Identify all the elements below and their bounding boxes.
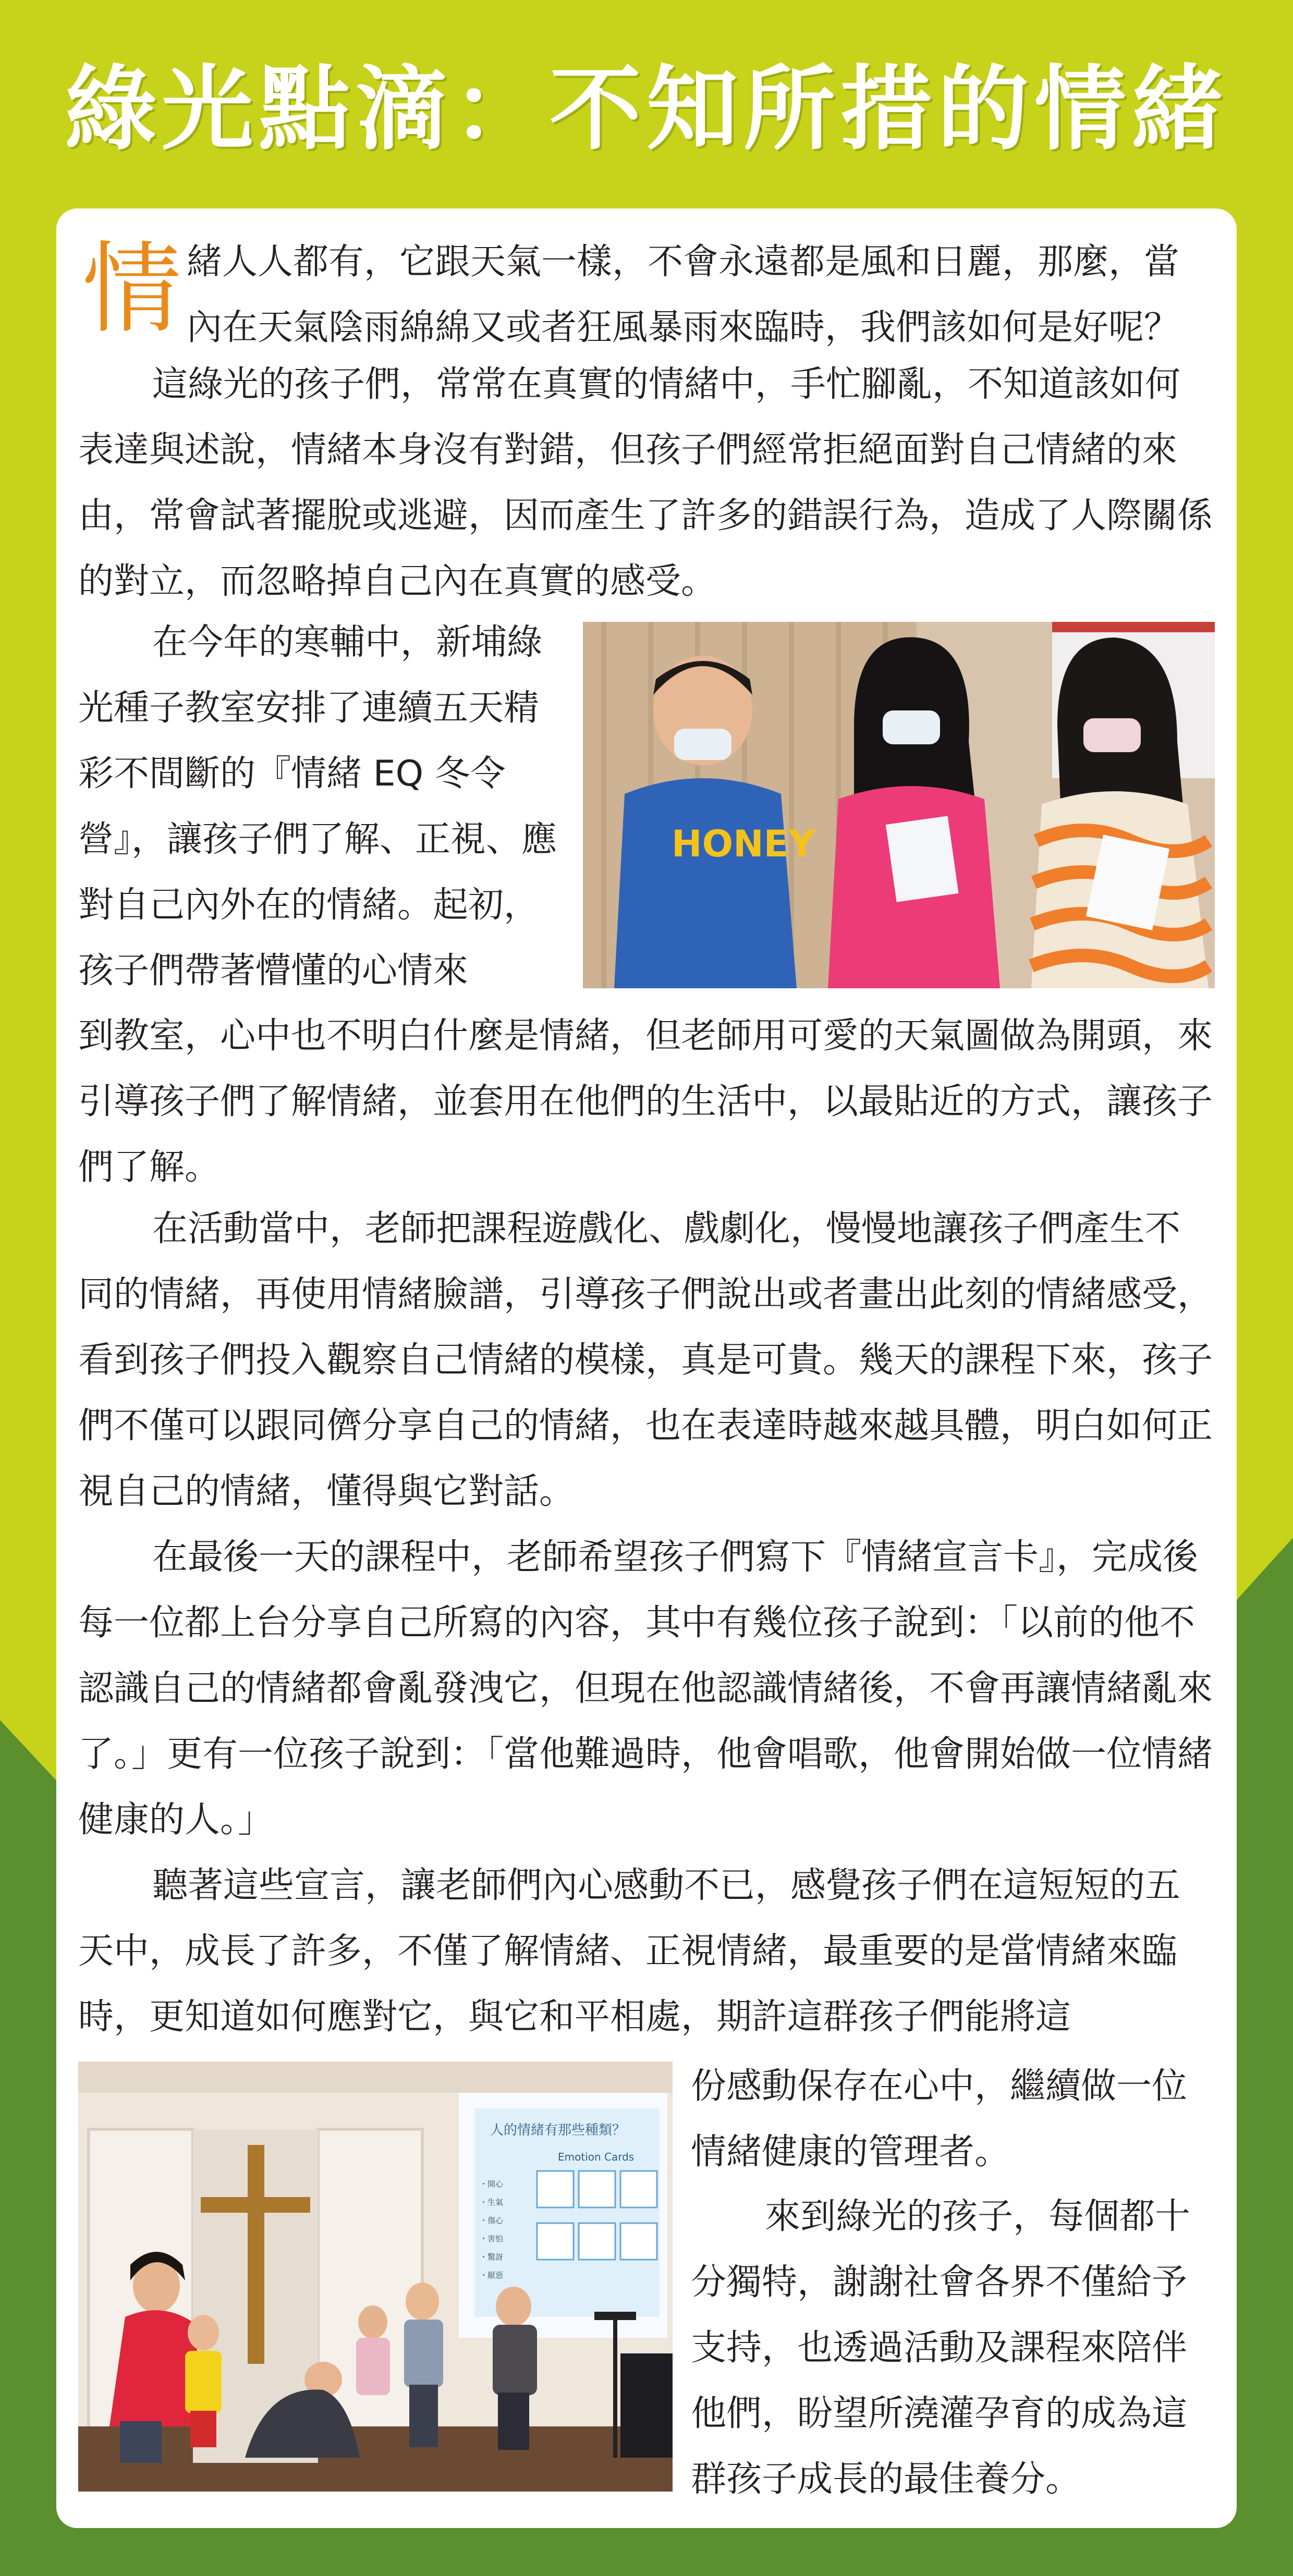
paragraph-5: 在最後一天的課程中，老師希望孩子們寫下『情緒宣言卡』，完成後每一位都上台分享自己所寫的內容，其中有幾位孩子說到：「以前的他不認識自己的情緒都會亂發洩它，但現在他認識情緒後，不會再讓情緒亂來了。」更有一位孩子說到：「當他難過時，他會唱歌，他會開始做一位情緒健康的人。」 — [78, 1537, 1213, 1841]
paragraph-2: 這綠光的孩子們，常常在真實的情緒中，手忙腳亂，不知道該如何表達與述說，情緒本身沒有對錯，但孩子們經常拒絕面對自己情緒的來由，常會試著擺脫或逃避，因而產生了許多的錯誤行為，造成了人際關係的對立，而忽略掉自己內在真實的感受。 — [78, 364, 1213, 602]
page-title: 綠光點滴：不知所措的情緒 — [64, 56, 1228, 163]
paragraph-6-wrap: 份感動保存在心中，繼續做一位情緒健康的管理者。 — [691, 2066, 1188, 2173]
screen-list-3: ・傷心 — [480, 2216, 504, 2225]
screen-list-6: ・厭惡 — [480, 2271, 504, 2280]
photo-classroom-emotion-cards — [78, 2062, 673, 2492]
paragraph-3-wrap: 在今年的寒輔中，新埔綠光種子教室安排了連續五天精彩不間斷的『情緒 EQ 冬令營』，讓孩子們了解、正視、應對自己內外在的情緒。起初，孩子們帶著懵懂的心情來 — [78, 622, 557, 991]
screen-title: 人的情緒有那些種類？ — [490, 2123, 626, 2138]
paragraph-1-line-1: 緒人人都有，它跟天氣一樣，不會永遠都是風和日麗，那麼，當 — [187, 241, 1180, 283]
shirt-text: HONEY — [672, 823, 815, 865]
paragraph-6: 聽著這些宣言，讓老師們內心感動不已，感覺孩子們在這短短的五天中，成長了許多，不僅了解情緒、正視情緒，最重要的是當情緒來臨時，更知道如何應對它，與它和平相處，期許這群孩子們能將這 — [78, 1865, 1181, 2038]
dropcap: 情 — [82, 231, 182, 347]
paragraph-3-rest: 到教室，心中也不明白什麼是情緒，但老師用可愛的天氣圖做為開頭，來引導孩子們了解情緒，並套用在他們的生活中，以最貼近的方式，讓孩子們了解。 — [78, 1015, 1213, 1188]
paragraph-7: 來到綠光的孩子，每個都十分獨特，謝謝社會各界不僅給予支持，也透過活動及課程來陪伴他們，盼望所澆灌孕育的成為這群孩子成長的最佳養分。 — [691, 2196, 1191, 2500]
screen-list-5: ・驚訝 — [480, 2252, 504, 2262]
screen-list-4: ・害怕 — [480, 2234, 504, 2243]
paragraph-4: 在活動當中，老師把課程遊戲化、戲劇化，慢慢地讓孩子們產生不同的情緒，再使用情緒臉譜，引導孩子們說出或者畫出此刻的情緒感受，看到孩子們投入觀察自己情緒的模樣，真是可貴。幾天的課程下來，孩子們不僅可以跟同儕分享自己的情緒，也在表達時越來越具體，明白如何正視自己的情緒，懂得與它對話。 — [78, 1208, 1213, 1512]
screen-list-1: ・開心 — [480, 2179, 504, 2189]
screen-subtitle: Emotion Cards — [558, 2151, 635, 2163]
photo-children-sharing-cards — [583, 622, 1215, 988]
screen-list-2: ・生氣 — [480, 2198, 504, 2207]
paragraph-1-line-2: 內在天氣陰雨綿綿又或者狂風暴雨來臨時，我們該如何是好呢？ — [187, 307, 1180, 348]
